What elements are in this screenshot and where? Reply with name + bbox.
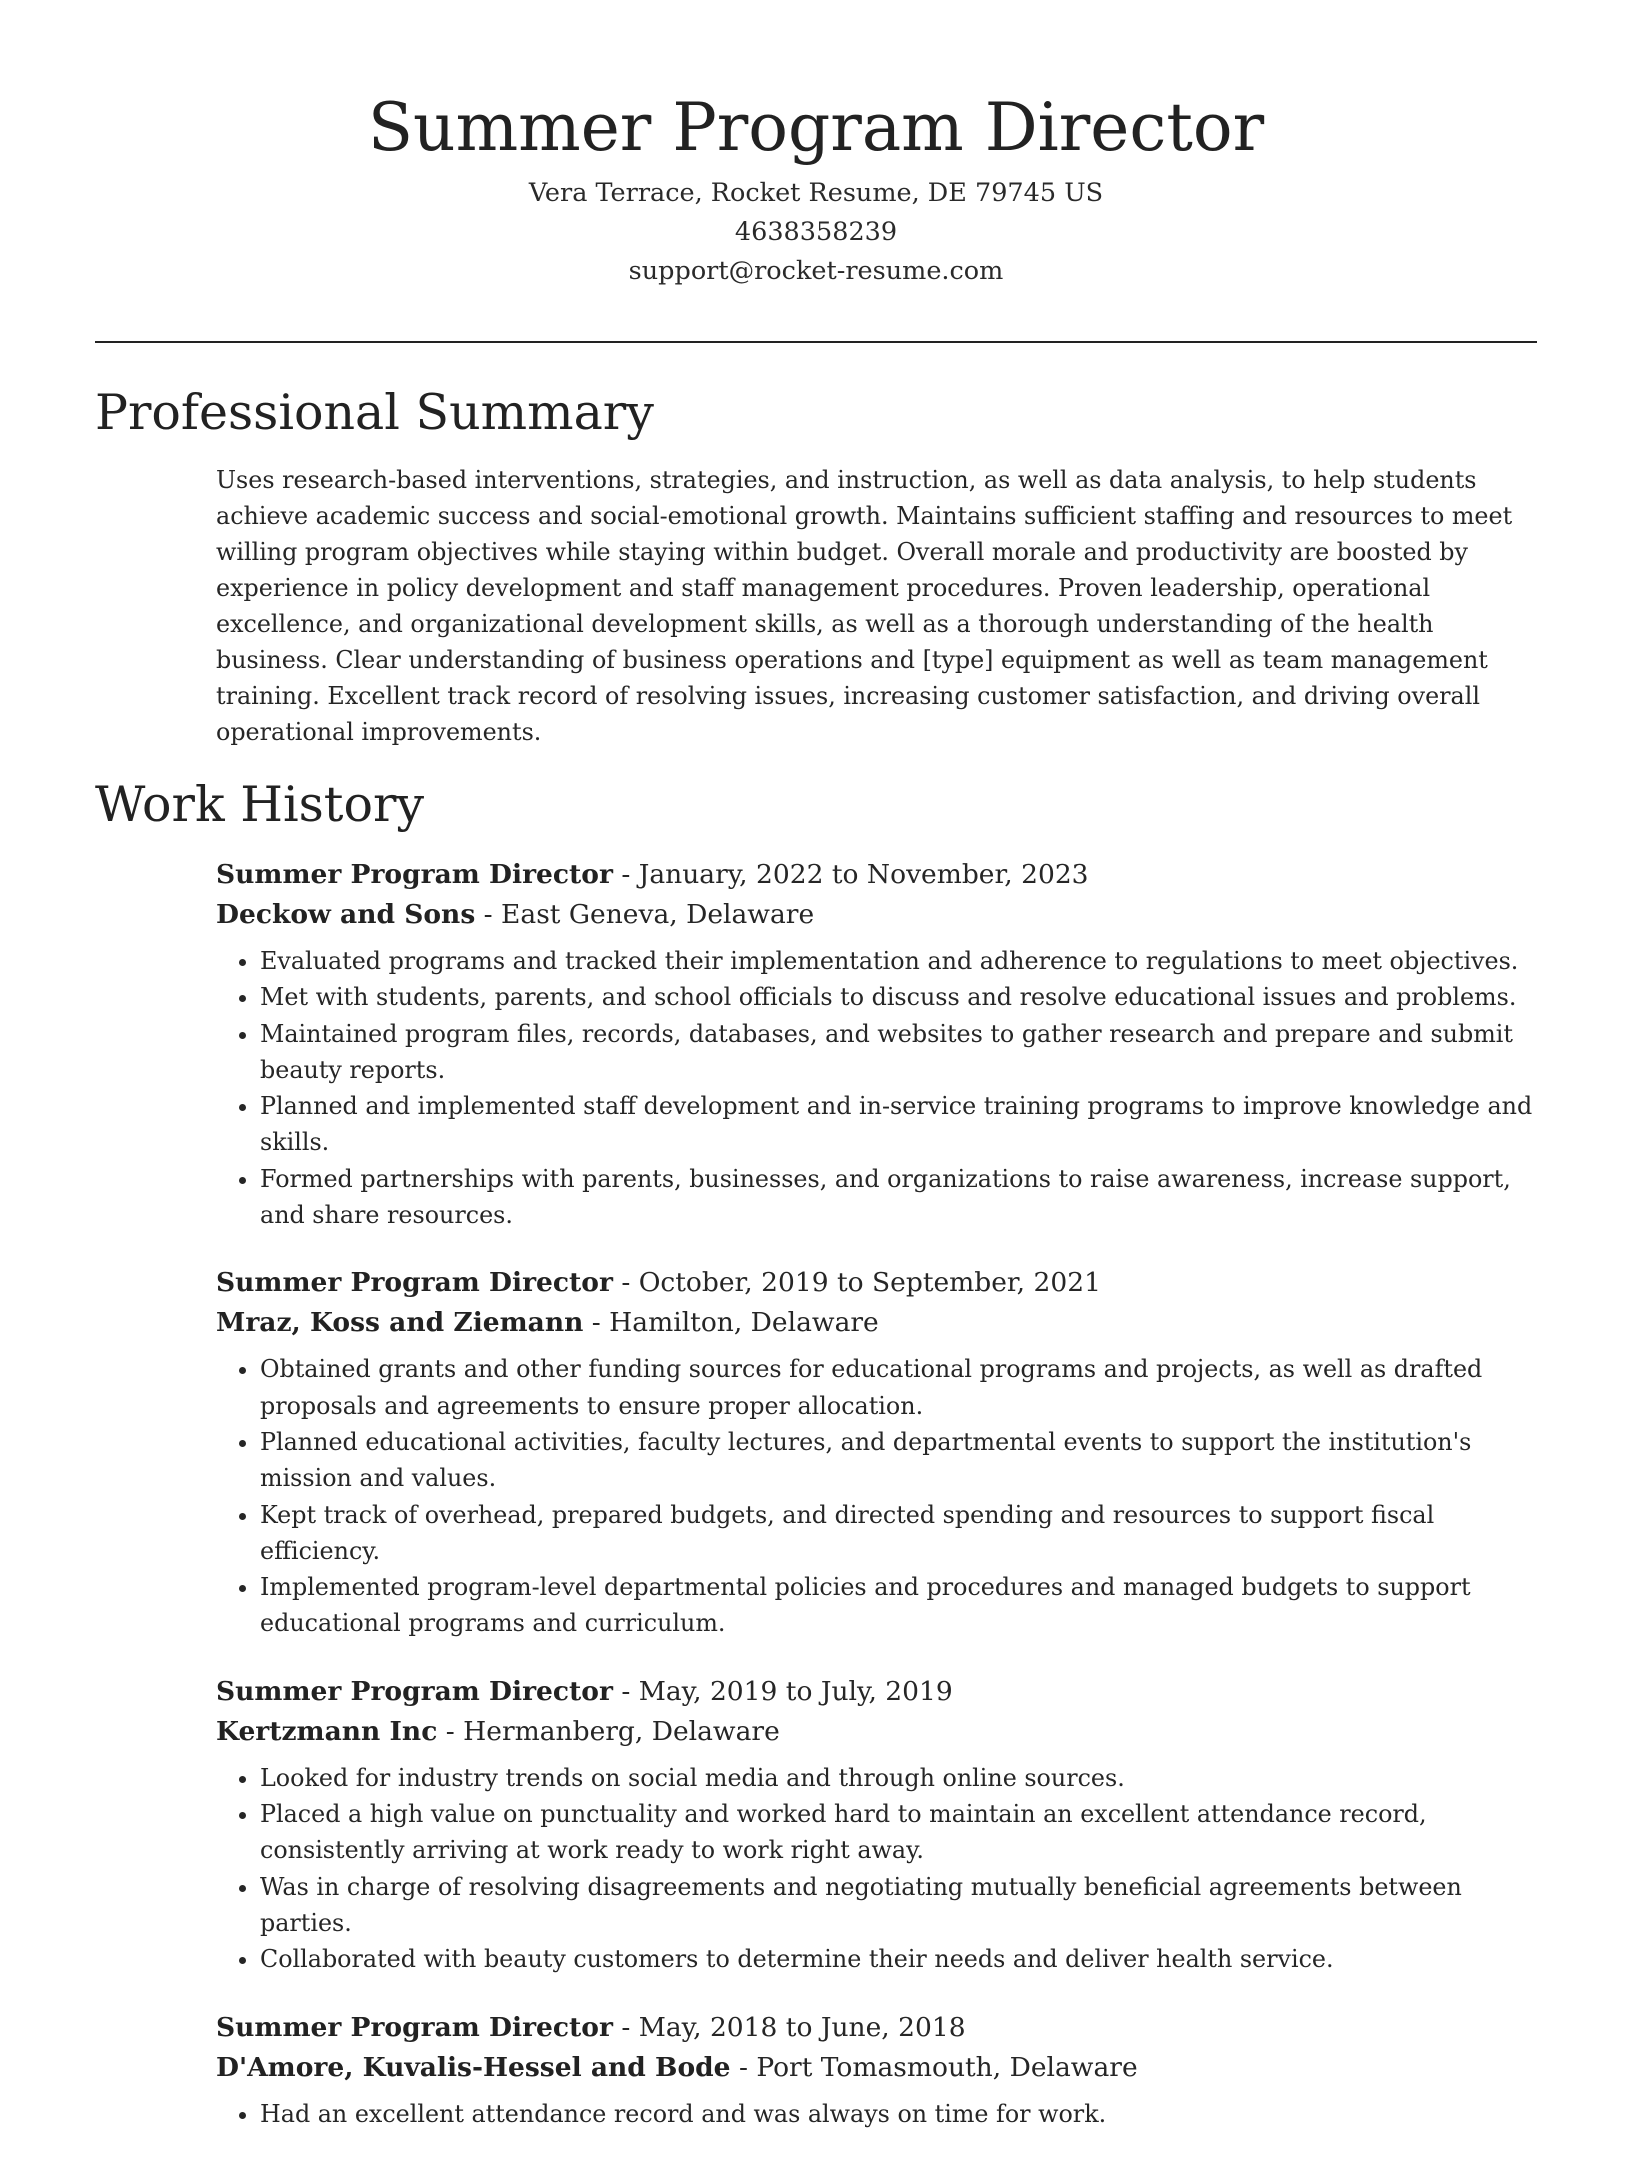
candidate-name: Summer Program Director (367, 89, 1265, 166)
job-bullet: • Evaluated programs and tracked their implementation and adherence to regulations to meet objectives. (260, 943, 1546, 979)
job-dates: - May, 2018 to June, 2018 (612, 2011, 966, 2043)
header-divider (95, 341, 1537, 343)
job-location: - Hermanberg, Delaware (437, 1715, 780, 1747)
job-title: Summer Program Director (216, 1675, 613, 1707)
job-title-line (216, 1672, 1546, 1712)
job-company-line (216, 1303, 1546, 1343)
job-bullet: • Obtained grants and other funding sources for educational programs and projects, as well as drafted proposals and agreements to ensure proper allocation. (260, 1351, 1546, 1424)
job-entry (216, 1672, 1546, 1978)
resume-header (0, 82, 1632, 291)
job-company-line (216, 2048, 1546, 2088)
job-company-line (216, 1712, 1546, 1752)
work-history-list (216, 855, 1546, 2162)
job-bullet-list (216, 943, 1546, 1233)
job-entry (216, 2008, 1546, 2132)
job-title-line (216, 1263, 1546, 1303)
job-company: Kertzmann Inc (216, 1715, 438, 1747)
job-company: Mraz, Koss and Ziemann (216, 1307, 584, 1339)
contact-email: support@rocket-resume.com (628, 256, 1004, 286)
work-history-heading: Work History (95, 776, 425, 833)
job-title-line (216, 855, 1546, 895)
professional-summary-heading: Professional Summary (95, 384, 654, 441)
job-bullet: • Met with students, parents, and school officials to discuss and resolve educational issues and problems. (260, 979, 1546, 1015)
contact-phone: 4638358239 (734, 217, 898, 247)
job-location: - Port Tomasmouth, Delaware (730, 2051, 1138, 2083)
job-bullet-list (216, 2096, 1546, 2132)
job-bullet: • Placed a high value on punctuality and worked hard to maintain an excellent attendance record, consistently arriving at work ready to work right away. (260, 1796, 1546, 1869)
professional-summary-text: Uses research-based interventions, strategies, and instruction, as well as data analysis, to help students achieve academic success and social-emotional growth. Maintains sufficient staffing and resources to meet willing program objectives while staying within budget. Overall morale and productivity are boosted by experience in policy development and staff management procedures. Proven leadership, operational excellence, and organizational development skills, as well as a thorough understanding of the health business. Clear understanding of business operations and [type] equipment as well as team management training. Excellent track record of resolving issues, increasing customer satisfaction, and driving overall operational improvements. (216, 466, 1513, 746)
job-location: - East Geneva, Delaware (475, 899, 815, 930)
contact-address: Vera Terrace, Rocket Resume, DE 79745 US (528, 178, 1104, 208)
job-title-line (216, 2008, 1546, 2048)
job-company: Deckow and Sons (216, 899, 476, 930)
job-title: Summer Program Director (216, 1267, 613, 1299)
job-dates: - October, 2019 to September, 2021 (612, 1267, 1101, 1299)
job-location: - Hamilton, Delaware (583, 1307, 879, 1339)
job-bullet: • Collaborated with beauty customers to determine their needs and deliver health service. (260, 1941, 1546, 1977)
job-bullet: • Looked for industry trends on social media and through online sources. (260, 1760, 1546, 1796)
job-title: Summer Program Director (216, 2011, 613, 2043)
job-dates: - May, 2019 to July, 2019 (612, 1675, 953, 1707)
job-entry (216, 1263, 1546, 1641)
job-bullet: • Planned and implemented staff development and in-service training programs to improve knowledge and skills. (260, 1088, 1546, 1161)
job-title: Summer Program Director (216, 859, 613, 890)
job-bullet: • Had an excellent attendance record and was always on time for work. (260, 2096, 1546, 2132)
job-bullet: • Maintained program files, records, databases, and websites to gather research and prepare and submit beauty reports. (260, 1016, 1546, 1089)
job-company: D'Amore, Kuvalis-Hessel and Bode (216, 2051, 731, 2083)
job-bullet-list (216, 1760, 1546, 1978)
job-bullet: • Planned educational activities, faculty lectures, and departmental events to support the institution's mission and values. (260, 1424, 1546, 1497)
job-bullet: • Was in charge of resolving disagreements and negotiating mutually beneficial agreements between parties. (260, 1869, 1546, 1942)
job-bullet: • Formed partnerships with parents, businesses, and organizations to raise awareness, increase support, and share resources. (260, 1161, 1546, 1234)
job-bullet-list (216, 1351, 1546, 1641)
job-entry (216, 855, 1546, 1233)
job-company-line (216, 895, 1546, 935)
job-dates: - January, 2022 to November, 2023 (612, 859, 1089, 890)
job-bullet: • Kept track of overhead, prepared budgets, and directed spending and resources to support fiscal efficiency. (260, 1497, 1546, 1570)
job-bullet: • Implemented program-level departmental policies and procedures and managed budgets to support educational programs and curriculum. (260, 1569, 1546, 1642)
